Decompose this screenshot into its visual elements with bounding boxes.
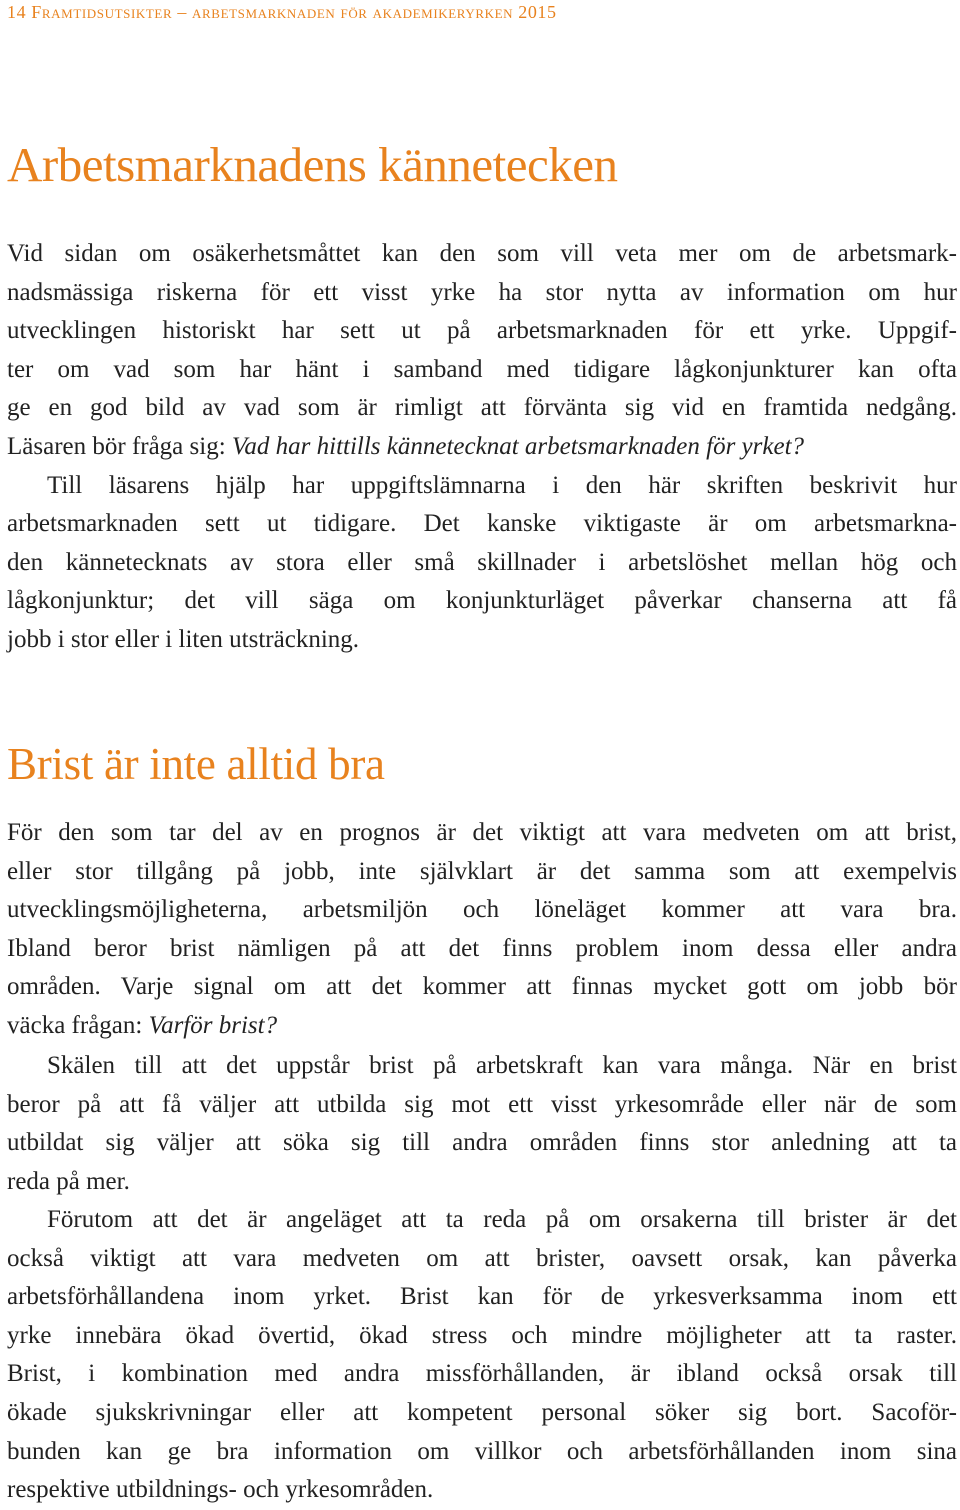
section1-body [7,235,957,660]
body-line: Skälen till att det uppstår brist på arbetskraft kan vara många. När en brist [47,1052,957,1079]
body-line: bunden kan ge bra information om villkor och arbetsförhållanden inom sina [7,1437,957,1465]
body-line: jobb i stor eller i liten utsträckning. [7,625,360,653]
body-line: Ibland beror brist nämligen på att det finns problem inom dessa eller andra [7,934,957,962]
body-line: ökade sjukskrivningar eller att kompetent personal söker sig bort. Sacoför- [7,1398,957,1426]
question-italic: Vad har hittills kännetecknat arbetsmarknaden för yrket? [231,432,805,460]
body-line: Förutom att det är angeläget att ta reda på om orsakerna till brister är det [47,1206,957,1233]
body-line: också viktigt att vara medveten om att brister, oavsett orsak, kan påverka [7,1244,957,1272]
body-line: Vid sidan om osäkerhetsmåttet kan den som vill veta mer om de arbetsmark- [7,240,957,267]
body-line: Brist, i kombination med andra missförhållanden, är ibland också orsak till [7,1360,957,1388]
question-lead: väcka frågan: [7,1011,149,1039]
body-line: Till läsarens hjälp har uppgiftslämnarna i den här skriften beskrivit hur [47,471,957,499]
body-line: respektive utbildnings- och yrkesområden. [7,1476,434,1504]
section2-paragraph1 [7,814,957,1046]
section2-paragraph2 [7,1047,957,1201]
body-line: arbetsförhållandena inom yrket. Brist kan för de yrkesverksamma inom ett [7,1283,957,1311]
body-line: yrke innebära ökad övertid, ökad stress och mindre möjligheter att ta raster. [7,1321,957,1349]
running-head: 14 Framtidsutsikter – arbetsmarknaden för akademikeryrken 2015 [7,2,557,22]
body-line: För den som tar del av en prognos är det viktigt att vara medveten om att brist, [7,819,957,846]
body-line: den kännetecknats av stora eller små skillnader i arbetslöshet mellan hög och [7,548,957,576]
body-line: nadsmässiga riskerna för ett visst yrke ha stor nytta av information om hur [7,278,957,306]
body-line: lågkonjunktur; det vill säga om konjunkturläget påverkar chanserna att få [7,587,957,615]
body-line: utvecklingsmöjligheterna, arbetsmiljön och löneläget kommer att vara bra. [7,896,957,924]
question-lead: Läsaren bör fråga sig: [7,432,232,460]
section2-paragraph3 [7,1201,957,1510]
section-heading-kannetecken: Arbetsmarknadens kännetecken [7,137,618,192]
body-line: beror på att få väljer att utbilda sig mot ett visst yrkesområde eller när de som [7,1090,957,1118]
body-line: reda på mer. [7,1167,130,1195]
body-line: eller stor tillgång på jobb, inte självklart är det samma som att exempelvis [7,857,957,885]
body-line: utbildat sig väljer att söka sig till andra områden finns stor anledning att ta [7,1129,957,1157]
section-heading-brist: Brist är inte alltid bra [7,739,385,789]
body-line-question [7,1007,957,1046]
body-line: ge en god bild av vad som är rimligt att förvänta sig vid en framtida nedgång. [7,394,957,422]
body-line: områden. Varje signal om att det kommer att finnas mycket gott om jobb bör [7,973,957,1001]
body-line-question [7,428,957,467]
question-italic: Varför brist? [148,1011,278,1039]
body-line: arbetsmarknaden sett ut tidigare. Det kanske viktigaste är om arbetsmarkna- [7,510,957,538]
body-line: utvecklingen historiskt har sett ut på arbetsmarknaden för ett yrke. Uppgif- [7,317,957,345]
body-line: ter om vad som har hänt i samband med tidigare lågkonjunkturer kan ofta [7,355,957,383]
